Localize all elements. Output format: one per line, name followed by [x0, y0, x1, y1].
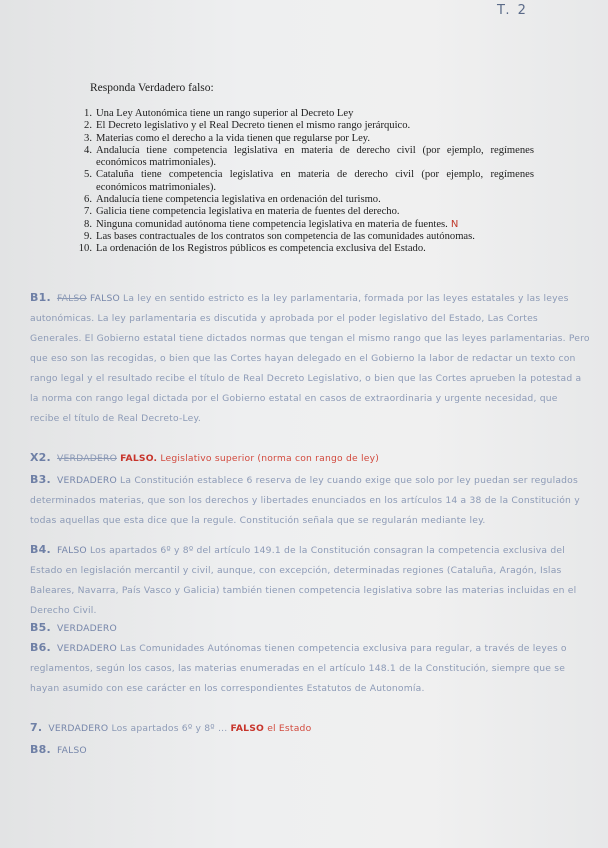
- answer-6: B6. VERDADERO Las Comunidades Autónomas tienen competencia exclusiva para regular, a través de leyes o reglamentos, según los casos, las materias enumeradas en el artículo 148.1 de la Constitución, siempre que se hayan asumido con ese carácter en los correspondientes Estatutos de Autonomía.: [30, 641, 567, 694]
- question-item: 1. Una Ley Autonómica tiene un rango superior al Decreto Ley: [84, 108, 354, 119]
- question-item: 6. Andalucía tiene competencia legislativa en ordenación del turismo.: [84, 194, 381, 206]
- answer-3: B3. VERDADERO La Constitución establece 6 reserva de ley cuando exige que solo por ley puedan ser regulados determinados materias, que son los derechos y libertades enunciados en los artículos 14 a 38 de la Constitución y todas aquellas que esta dice que la regule. Constitución señala que se regularán mediante ley.: [30, 473, 580, 526]
- handwritten-note-mark: N: [450, 218, 459, 230]
- corner-reference: T. 2: [497, 3, 528, 18]
- answer-1: B1. FALSO FALSO La ley en sentido estricto es la ley parlamentaria, formada por las leyes estatales y las leyes autonómicas. La ley parlamentaria es discutida y aprobada por el poder legislativo del Estado, Las Cortes Generales. El Gobierno estatal tiene dictados normas que tengan el mismo rango que las leyes parlamentarias. Pero que eso son las recogidas, o bien que las Cortes hayan delegado en el Gobierno la labor de redactar un texto con rango legal y el resultado recibe el título de Real Decreto Legislativo, o bien que las Cortes aprueben la potestad a la norma con rango legal dictada por el Gobierno estatal en casos de extraordinaria y urgente necesidad, que recibe el título de Real Decreto-Ley.: [30, 291, 590, 424]
- question-item: 10. La ordenación de los Registros públicos es competencia exclusiva del Estado.: [78, 243, 426, 255]
- answer-5: B5. VERDADERO: [30, 621, 117, 634]
- question-item: 4. Andalucía tiene competencia legislativa en materia de derecho civil (por ejemplo, regímenes económicos matrimoniales).: [84, 144, 534, 169]
- question-item: 5. Cataluña tiene competencia legislativa en materia de derecho civil (por ejemplo, regímenes económicos matrimoniales).: [84, 169, 534, 193]
- answer-7: 7. VERDADERO Los apartados 6º y 8º ... FALSO el Estado: [30, 721, 312, 734]
- question-item: 7. Galicia tiene competencia legislativa en materia de fuentes del derecho.: [84, 206, 400, 218]
- question-item: 8. Ninguna comunidad autónoma tiene competencia legislativa en materia de fuentes. N: [84, 218, 459, 230]
- question-item: 2. El Decreto legislativo y el Real Decreto tienen el mismo rango jerárquico.: [84, 120, 411, 132]
- answer-4: B4. FALSO Los apartados 6º y 8º del artículo 149.1 de la Constitución consagran la competencia exclusiva del Estado en legislación mercantil y civil, aunque, con excepción, determinadas regiones (Cataluña, Aragón, Islas Baleares, Navarra, País Vasco y Galicia) también tienen competencia legislativa sobre las materias incluidas en el Derecho Civil.: [30, 543, 577, 616]
- answer-8: B8. FALSO: [30, 743, 87, 756]
- question-item: 9. Las bases contractuales de los contratos son competencia de las comunidades autónomas.: [84, 230, 475, 242]
- question-item: 3. Materias como el derecho a la vida tienen que regularse por Ley.: [84, 132, 371, 144]
- answer-2: X2. VERDADERO FALSO. Legislativo superior (norma con rango de ley): [30, 451, 380, 464]
- instructions: Responda Verdadero falso:: [90, 82, 214, 94]
